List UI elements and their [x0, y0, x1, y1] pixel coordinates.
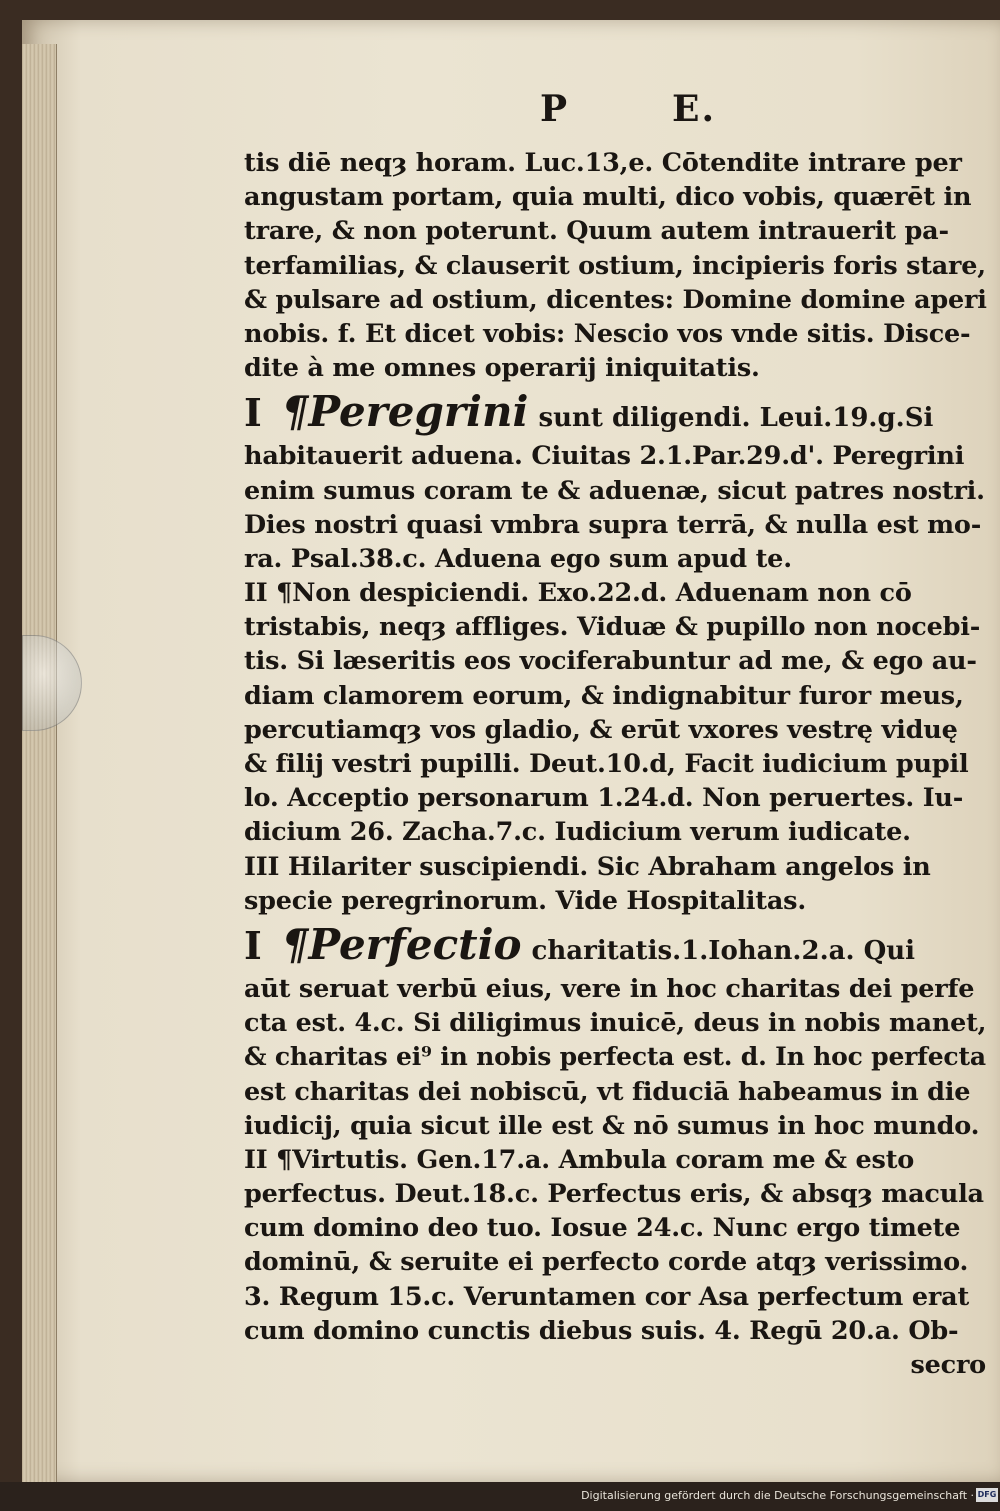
text-line: tis diē neqȝ horam. Luc.13,e. Cōtendite intrare per	[244, 148, 962, 178]
text-line: diam clamorem eorum, & indignabitur furor meus,	[244, 680, 964, 711]
text-line: perfectus. Deut.18.c. Perfectus eris, & absqȝ macula	[244, 1179, 984, 1210]
text-line: tis. Si læseritis eos vociferabuntur ad me, & ego au-	[244, 646, 977, 677]
funding-note: Digitalisierung gefördert durch die Deutsche Forschungsgemeinschaft ·	[581, 1489, 974, 1502]
text-line: dicium 26. Zacha.7.c. Iudicium verum iudicate.	[244, 817, 911, 848]
text-line: est charitas dei nobiscū, vt fiduciā habeamus in die	[244, 1076, 971, 1107]
heading-word: ¶Peregrini	[281, 387, 529, 437]
text-line: II ¶Non despiciendi. Exo.22.d. Aduenam non cō	[244, 578, 912, 609]
text-line: tristabis, neqȝ affliges. Viduæ & pupillo non nocebi-	[244, 612, 981, 643]
running-header	[492, 88, 752, 136]
text-line: iudicij, quia sicut ille est & nō sumus in hoc mundo.	[244, 1110, 980, 1141]
text-line: angustam portam, quia multi, dico vobis, quærēt in	[244, 182, 972, 213]
text-line: trare, & non poterunt. Quum autem intrauerit pa-	[244, 216, 949, 247]
text-line: aūt seruat verbū eius, vere in hoc charitas dei perfe	[244, 973, 975, 1004]
text-line: percutiamqȝ vos gladio, & erūt vxores vestrę viduę	[244, 714, 958, 745]
text-line: specie peregrinorum. Vide Hospitalitas.	[244, 885, 806, 916]
text-line: & pulsare ad ostium, dicentes: Domine domine aperi	[244, 284, 987, 315]
dfg-logo: DFG	[976, 1488, 998, 1502]
text-line: terfamilias, & clauserit ostium, incipieris foris stare,	[244, 250, 986, 281]
entry-heading	[244, 918, 986, 972]
text-line: II ¶Virtutis. Gen.17.a. Ambula coram me & esto	[244, 1144, 915, 1175]
heading-word: ¶Perfectio	[281, 919, 522, 969]
entry-heading	[244, 385, 986, 439]
text-line: ra. Psal.38.c. Aduena ego sum apud te.	[244, 543, 792, 574]
book-clip	[22, 635, 82, 731]
text-line: nobis. f. Et dicet vobis: Nescio vos vnde sitis. Disce-	[244, 318, 971, 349]
header-left-letter: P	[540, 88, 570, 130]
text-line: dominū, & seruite ei perfecto corde atqȝ verissimo.	[244, 1247, 969, 1278]
text-line: cta est. 4.c. Si diligimus inuicē, deus in nobis manet,	[244, 1008, 987, 1039]
body-text	[244, 146, 986, 1382]
header-right-letter: E.	[672, 88, 716, 130]
text-line: habitauerit aduena. Ciuitas 2.1.Par.29.d'. Peregrini	[244, 441, 965, 472]
text-line: & filij vestri pupilli. Deut.10.d, Facit iudicium pupil	[244, 749, 969, 779]
catchword: secro	[910, 1350, 986, 1380]
text-line: III Hilariter suscipiendi. Sic Abraham angelos in	[244, 851, 931, 882]
heading-number: I	[244, 922, 262, 968]
text-line: cum domino cunctis diebus suis. 4. Regū 20.a. Ob-	[244, 1315, 959, 1346]
text-line: cum domino deo tuo. Iosue 24.c. Nunc ergo timete	[244, 1213, 961, 1244]
text-line: & charitas ei⁹ in nobis perfecta est. d. In hoc perfecta	[244, 1042, 986, 1073]
heading-rest: sunt diligendi. Leui.19.g.Si	[538, 403, 934, 434]
text-line: lo. Acceptio personarum 1.24.d. Non peruertes. Iu-	[244, 783, 964, 814]
text-line: Dies nostri quasi vmbra supra terrā, & nulla est mo-	[244, 509, 982, 540]
heading-number: I	[244, 390, 262, 436]
book-page	[22, 20, 1000, 1482]
heading-rest: charitatis.1.Iohan.2.a. Qui	[531, 935, 916, 966]
page-edge	[22, 44, 57, 1484]
footer-bar	[0, 1482, 1000, 1511]
text-line: enim sumus coram te & aduenæ, sicut patres nostri.	[244, 475, 985, 506]
text-line: dite à me omnes operarij iniquitatis.	[244, 353, 760, 384]
text-line: 3. Regum 15.c. Veruntamen cor Asa perfectum erat	[244, 1281, 970, 1312]
